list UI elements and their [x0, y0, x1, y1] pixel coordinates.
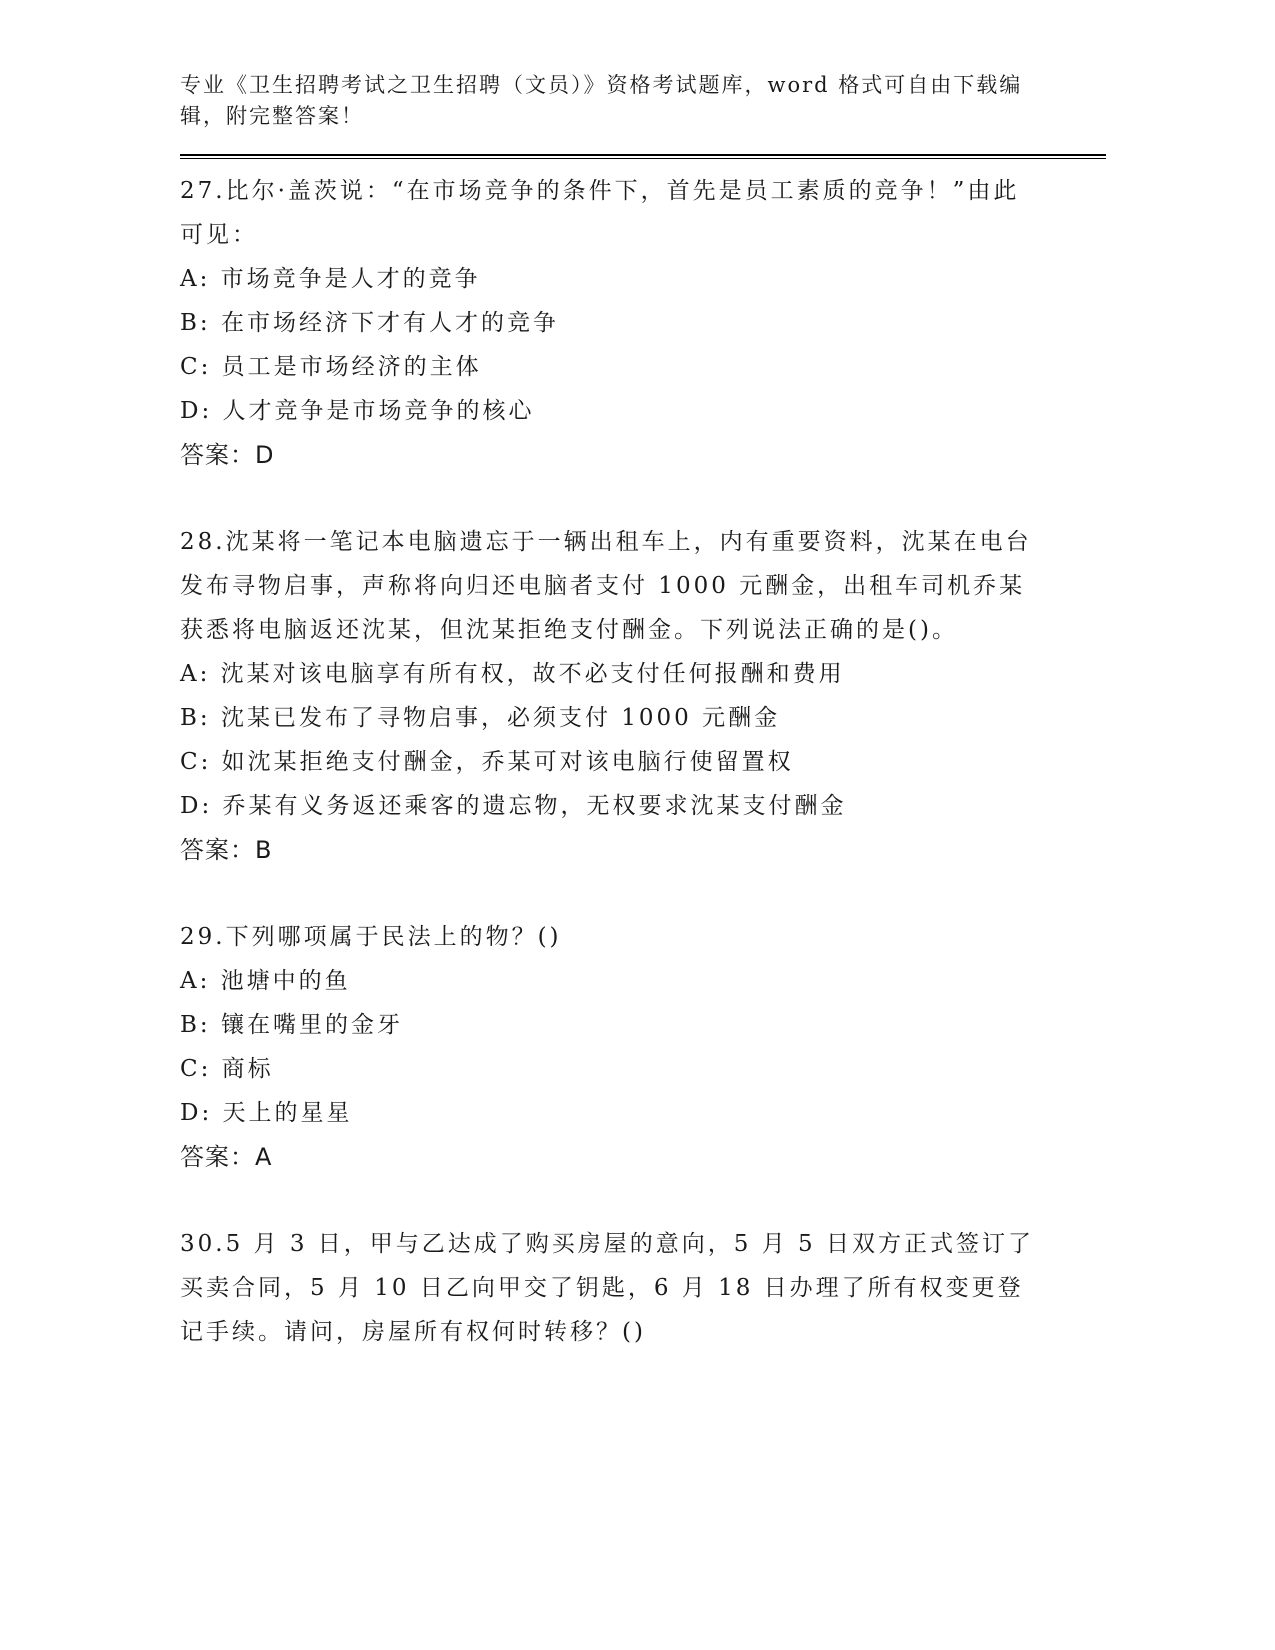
question-28	[180, 520, 1110, 872]
question-30	[180, 1222, 1110, 1354]
option-d: D: 乔某有义务返还乘客的遗忘物，无权要求沈某支付酬金	[180, 793, 847, 819]
option-b: B: 在市场经济下才有人才的竞争	[180, 310, 559, 336]
option-d: D: 人才竞争是市场竞争的核心	[180, 398, 535, 424]
question-29	[180, 915, 1110, 1179]
question-text: 30.5 月 3 日，甲与乙达成了购买房屋的意向，5 月 5 日双方正式签订了买卖合同，5 月 10 日乙向甲交了钥匙，6 月 18 日办理了所有权变更登记手续。请问，房屋所有权何时转移？()	[180, 1231, 1034, 1345]
option-c: C: 如沈某拒绝支付酬金，乔某可对该电脑行使留置权	[180, 749, 794, 775]
option-d: D: 天上的星星	[180, 1100, 353, 1126]
option-b: B: 沈某已发布了寻物启事，必须支付 1000 元酬金	[180, 705, 781, 731]
answer-line: 答案：D	[180, 441, 275, 469]
option-c: C: 商标	[180, 1056, 274, 1082]
option-c: C: 员工是市场经济的主体	[180, 354, 482, 380]
option-a: A: 沈某对该电脑享有所有权，故不必支付任何报酬和费用	[180, 661, 845, 687]
answer-line: 答案：B	[180, 836, 273, 864]
question-27	[180, 169, 1110, 477]
question-list	[180, 169, 1110, 1354]
document-header: 专业《卫生招聘考试之卫生招聘（文员）》资格考试题库，word 格式可自由下载编辑，附完整答案！	[180, 73, 1023, 128]
option-a: A: 池塘中的鱼	[180, 968, 351, 994]
answer-line: 答案：A	[180, 1143, 273, 1171]
document-page	[180, 70, 1110, 1397]
option-a: A: 市场竞争是人才的竞争	[180, 266, 481, 292]
question-text: 29.下列哪项属于民法上的物？()	[180, 924, 562, 950]
header-divider	[180, 154, 1106, 159]
question-text: 27.比尔·盖茨说：“在市场竞争的条件下，首先是员工素质的竞争！”由此可见：	[180, 178, 1020, 248]
question-text: 28.沈某将一笔记本电脑遗忘于一辆出租车上，内有重要资料，沈某在电台发布寻物启事，声称将向归还电脑者支付 1000 元酬金，出租车司机乔某获悉将电脑返还沈某，但沈某拒绝支付酬金。下列说法正确的是()。	[180, 529, 1032, 643]
option-b: B: 镶在嘴里的金牙	[180, 1012, 403, 1038]
